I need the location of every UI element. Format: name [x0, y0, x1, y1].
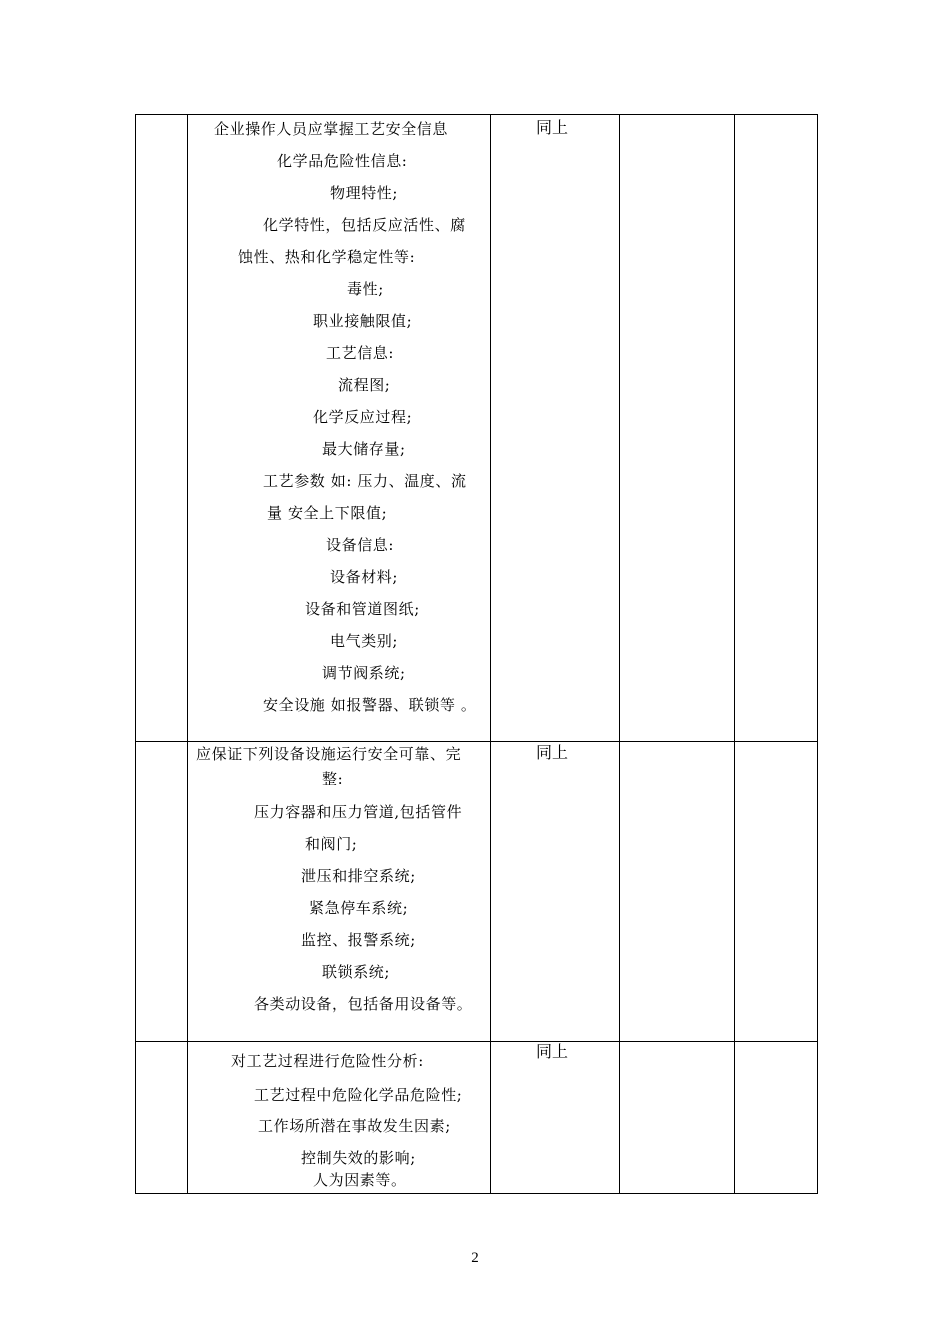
row-divider	[136, 1041, 817, 1042]
item-line: 设备材料;	[330, 568, 399, 586]
item-line: 化学特性，包括反应活性、腐	[263, 216, 466, 234]
item-line: 对工艺过程进行危险性分析:	[231, 1052, 424, 1070]
item-line: 监控、报警系统;	[301, 931, 416, 949]
item-line: 蚀性、热和化学稳定性等:	[238, 248, 416, 266]
item-line: 联锁系统;	[322, 963, 391, 981]
item-line: 紧急停车系统;	[309, 899, 409, 917]
checklist-table	[135, 114, 818, 1194]
item-line: 量 安全上下限值;	[267, 504, 388, 522]
item-line: 电气类别;	[330, 632, 399, 650]
item-line: 设备和管道图纸;	[305, 600, 420, 618]
page-number: 2	[471, 1250, 479, 1266]
item-line: 控制失效的影响;	[301, 1149, 416, 1167]
item-line: 设备信息:	[326, 536, 395, 554]
item-line: 职业接触限值;	[313, 312, 413, 330]
item-line: 工艺过程中危险化学品危险性;	[254, 1086, 463, 1104]
item-line: 整:	[322, 770, 344, 788]
row-divider	[136, 741, 817, 742]
item-line: 最大储存量;	[322, 440, 406, 458]
item-line: 企业操作人员应掌握工艺安全信息	[214, 120, 449, 138]
item-line: 应保证下列设备设施运行安全可靠、完	[196, 745, 462, 763]
status-same-as-above: 同上	[536, 743, 569, 762]
item-line: 人为因素等。	[313, 1171, 407, 1189]
item-line: 毒性;	[347, 280, 384, 298]
column-divider	[734, 115, 735, 1193]
item-line: 和阀门;	[305, 835, 358, 853]
status-same-as-above: 同上	[536, 1042, 569, 1061]
item-line: 安全设施 如报警器、联锁等 。	[263, 696, 477, 714]
status-same-as-above: 同上	[536, 118, 569, 137]
column-divider	[619, 115, 620, 1193]
item-line: 工作场所潜在事故发生因素;	[258, 1117, 451, 1135]
item-line: 泄压和排空系统;	[301, 867, 416, 885]
item-line: 化学反应过程;	[313, 408, 413, 426]
item-line: 工艺参数 如: 压力、温度、流	[263, 472, 467, 490]
item-line: 调节阀系统;	[322, 664, 406, 682]
column-divider	[490, 115, 491, 1193]
item-line: 各类动设备，包括备用设备等。	[254, 995, 473, 1013]
item-line: 流程图;	[338, 376, 391, 394]
item-line: 工艺信息:	[326, 344, 395, 362]
column-divider	[187, 115, 188, 1193]
item-line: 压力容器和压力管道,包括管件	[254, 803, 463, 821]
item-line: 物理特性;	[330, 184, 399, 202]
item-line: 化学品危险性信息:	[277, 152, 408, 170]
